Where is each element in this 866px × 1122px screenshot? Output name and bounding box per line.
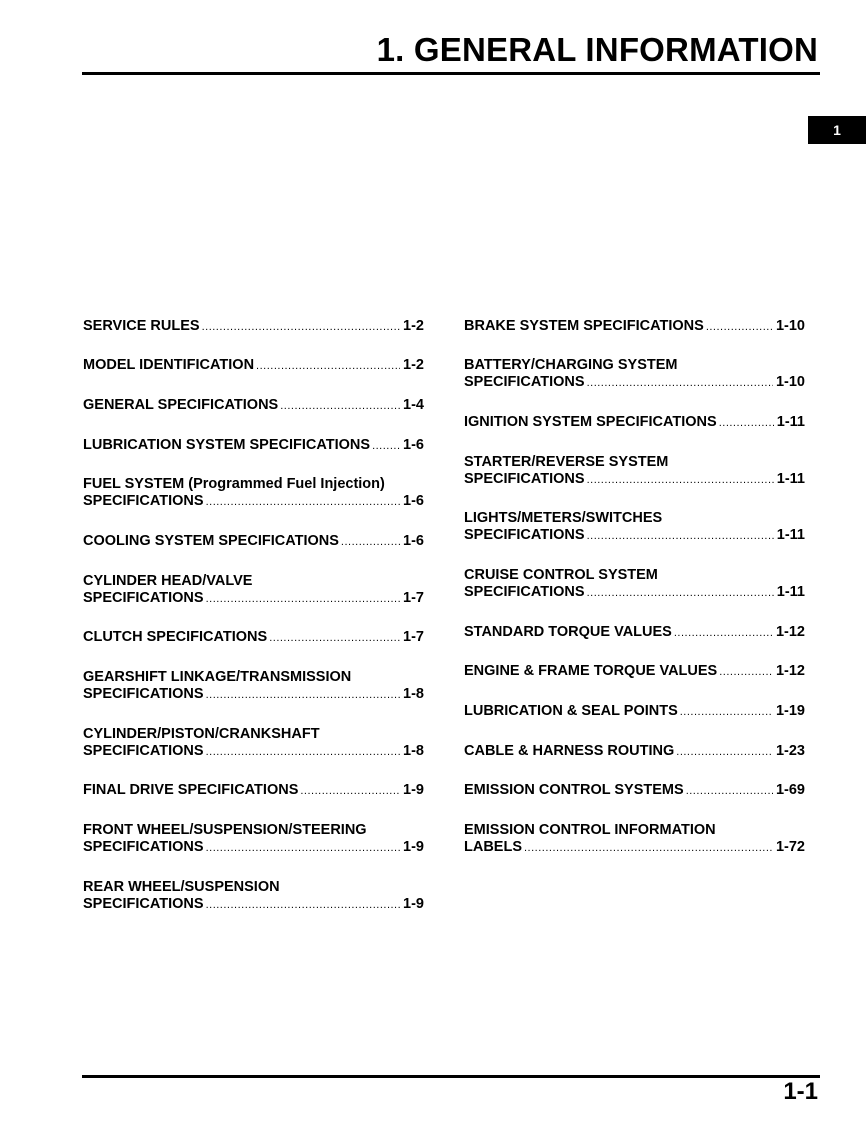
toc-page-ref: 1-6 — [403, 493, 424, 509]
toc-entry-title: STARTER/REVERSE SYSTEM — [464, 454, 669, 470]
toc-entry[interactable] — [83, 437, 424, 455]
dot-leader — [280, 398, 400, 415]
toc-entry-title: EMISSION CONTROL INFORMATION — [464, 822, 716, 838]
toc-page-ref: 1-69 — [775, 782, 805, 798]
toc-entry-title: IGNITION SYSTEM SPECIFICATIONS — [464, 414, 717, 430]
toc-entry[interactable] — [83, 822, 424, 857]
toc-entry-title: CLUTCH SPECIFICATIONS — [83, 629, 268, 645]
toc-entry[interactable] — [464, 782, 805, 800]
toc-entry-title: SPECIFICATIONS — [464, 374, 585, 390]
dot-leader — [674, 625, 773, 642]
toc-entry-title: SPECIFICATIONS — [464, 527, 585, 543]
toc-entry-title: SPECIFICATIONS — [83, 839, 204, 855]
toc-entry-title: LUBRICATION & SEAL POINTS — [464, 703, 678, 719]
toc-entry[interactable] — [464, 822, 805, 857]
toc-entry-title: FINAL DRIVE SPECIFICATIONS — [83, 782, 299, 798]
toc-entry[interactable] — [464, 357, 805, 392]
dot-leader — [587, 585, 774, 602]
dot-leader — [680, 704, 773, 721]
dot-leader — [719, 664, 773, 681]
dot-leader — [206, 591, 400, 608]
footer-rule — [82, 1075, 820, 1078]
toc-page-ref: 1-10 — [775, 374, 805, 390]
toc-entry[interactable] — [83, 782, 424, 800]
toc-page-ref: 1-2 — [403, 357, 424, 373]
toc-page-ref: 1-11 — [776, 414, 805, 430]
dot-leader — [719, 415, 774, 432]
dot-leader — [206, 897, 400, 914]
toc-entry-title: LIGHTS/METERS/SWITCHES — [464, 510, 663, 526]
dot-leader — [706, 319, 773, 336]
toc-entry[interactable] — [464, 703, 805, 721]
toc-entry[interactable] — [464, 663, 805, 681]
toc-page-ref: 1-19 — [775, 703, 805, 719]
toc-entry[interactable] — [83, 318, 424, 336]
toc-page-ref: 1-12 — [775, 624, 805, 640]
header-rule — [82, 72, 820, 75]
toc-entry-title: CABLE & HARNESS ROUTING — [464, 743, 675, 759]
toc-entry-title: COOLING SYSTEM SPECIFICATIONS — [83, 533, 339, 549]
toc-entry-title: SPECIFICATIONS — [464, 471, 585, 487]
dot-leader — [206, 744, 400, 761]
toc-entry-title: SPECIFICATIONS — [83, 493, 204, 509]
toc-page-ref: 1-11 — [776, 584, 805, 600]
page-title: 1. GENERAL INFORMATION — [376, 31, 818, 68]
toc-entry-title: BRAKE SYSTEM SPECIFICATIONS — [464, 318, 704, 334]
dot-leader — [341, 534, 400, 551]
toc-entry[interactable] — [464, 454, 805, 489]
toc-entry-title: FUEL SYSTEM (Programmed Fuel Injection) — [83, 476, 385, 492]
toc-page-ref: 1-9 — [403, 782, 424, 798]
toc-page-ref: 1-12 — [775, 663, 805, 679]
toc-entry[interactable] — [83, 533, 424, 551]
toc-entry-title: MODEL IDENTIFICATION — [83, 357, 255, 373]
toc-page-ref: 1-9 — [403, 896, 424, 912]
toc-entry[interactable] — [464, 510, 805, 545]
dot-leader — [269, 630, 400, 647]
toc-page-ref: 1-7 — [403, 629, 424, 645]
toc-entry-title: REAR WHEEL/SUSPENSION — [83, 879, 280, 895]
toc-page-ref: 1-7 — [403, 590, 424, 606]
toc-page-ref: 1-2 — [403, 318, 424, 334]
toc-entry-title: SERVICE RULES — [83, 318, 200, 334]
toc-page-ref: 1-8 — [403, 686, 424, 702]
toc-entry-title: FRONT WHEEL/SUSPENSION/STEERING — [83, 822, 367, 838]
toc-entry-title: STANDARD TORQUE VALUES — [464, 624, 672, 640]
toc-page-ref: 1-9 — [403, 839, 424, 855]
dot-leader — [587, 528, 774, 545]
dot-leader — [676, 744, 773, 761]
toc-entry[interactable] — [83, 629, 424, 647]
toc-entry[interactable] — [464, 624, 805, 642]
toc-entry-title: GENERAL SPECIFICATIONS — [83, 397, 279, 413]
toc-page-ref: 1-11 — [776, 471, 805, 487]
dot-leader — [300, 783, 400, 800]
toc-entry-title: CYLINDER HEAD/VALVE — [83, 573, 253, 589]
dot-leader — [206, 687, 400, 704]
section-tab: 1 — [808, 116, 866, 144]
toc-entry-title: SPECIFICATIONS — [83, 686, 204, 702]
dot-leader — [202, 319, 400, 336]
toc-entry-title: LUBRICATION SYSTEM SPECIFICATIONS — [83, 437, 371, 453]
toc-entry[interactable] — [83, 573, 424, 608]
dot-leader — [524, 840, 773, 857]
toc-entry-title: CRUISE CONTROL SYSTEM — [464, 567, 658, 583]
toc-entry[interactable] — [464, 567, 805, 602]
toc-entry[interactable] — [464, 743, 805, 761]
toc-entry[interactable] — [464, 318, 805, 336]
toc-page-ref: 1-23 — [775, 743, 805, 759]
dot-leader — [206, 494, 400, 511]
toc-entry-title: SPECIFICATIONS — [83, 590, 204, 606]
toc-page-ref: 1-10 — [775, 318, 805, 334]
dot-leader — [206, 840, 400, 857]
toc-entry-title: BATTERY/CHARGING SYSTEM — [464, 357, 678, 373]
toc-entry-title: SPECIFICATIONS — [83, 896, 204, 912]
toc-entry[interactable] — [83, 669, 424, 704]
toc-entry[interactable] — [83, 476, 424, 511]
toc-entry-title: CYLINDER/PISTON/CRANKSHAFT — [83, 726, 320, 742]
toc-entry[interactable] — [83, 726, 424, 761]
toc-page-ref: 1-11 — [776, 527, 805, 543]
toc-entry[interactable] — [83, 397, 424, 415]
toc-page-ref: 1-6 — [403, 437, 424, 453]
toc-page-ref: 1-6 — [403, 533, 424, 549]
dot-leader — [256, 358, 400, 375]
toc-entry[interactable] — [464, 414, 805, 432]
page-number: 1-1 — [783, 1078, 818, 1105]
toc-entry[interactable] — [83, 879, 424, 914]
toc-entry-title: LABELS — [464, 839, 522, 855]
dot-leader — [372, 438, 400, 455]
toc-entry-title: SPECIFICATIONS — [83, 743, 204, 759]
toc-page-ref: 1-72 — [775, 839, 805, 855]
toc-entry-title: ENGINE & FRAME TORQUE VALUES — [464, 663, 718, 679]
dot-leader — [587, 375, 773, 392]
dot-leader — [587, 472, 774, 489]
toc-entry-title: SPECIFICATIONS — [464, 584, 585, 600]
toc-entry-title: GEARSHIFT LINKAGE/TRANSMISSION — [83, 669, 352, 685]
toc-entry[interactable] — [83, 357, 424, 375]
toc-page-ref: 1-4 — [403, 397, 424, 413]
toc-page-ref: 1-8 — [403, 743, 424, 759]
toc-entry-title: EMISSION CONTROL SYSTEMS — [464, 782, 684, 798]
dot-leader — [686, 783, 773, 800]
